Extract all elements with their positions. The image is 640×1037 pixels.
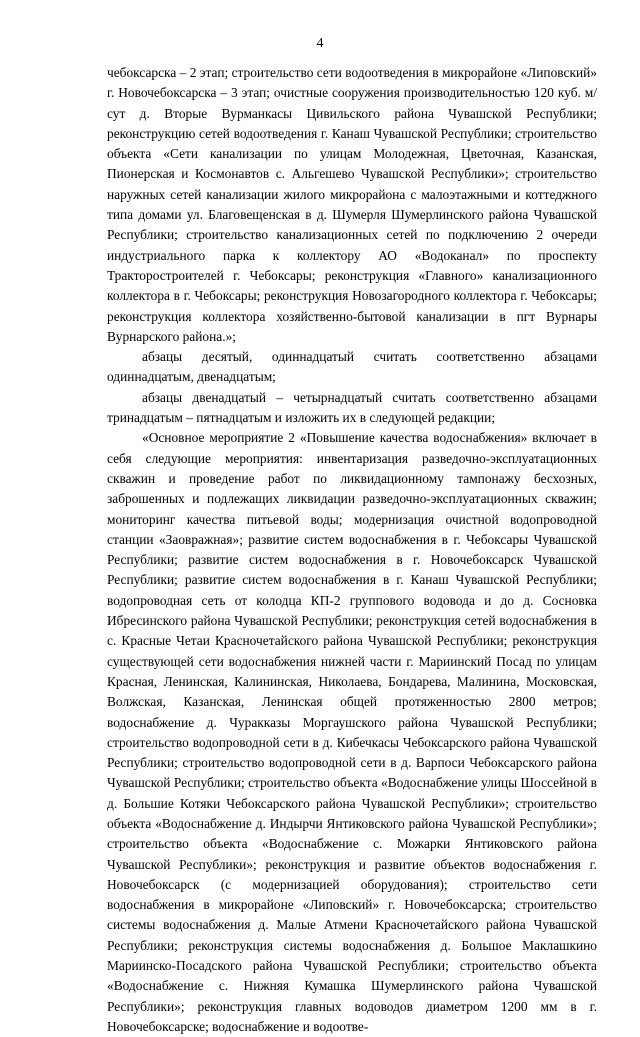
- paragraph-1: чебоксарска – 2 этап; строительство сети водоотведения в микрорайоне «Липовский» г. Новочебоксарска – 3 этап; очистные сооружения производительностью 120 куб. м/сут д. Вторые Вурманкасы Цивильского района Чувашской Республики; реконструкцию сетей водоотведения г. Канаш Чувашской Республики; строительство объекта «Сети канализации по улицам Молодежная, Цветочная, Казанская, Пионерская и Космонавтов с. Альгешево Чувашской Республики»; строительство наружных сетей канализации жилого микрорайона с малоэтажными и коттеджного типа домами ул. Благовещенская в д. Шумерля Шумерлинского района Чувашской Республики; строительство канализационных сетей по подключению 2 очереди индустриального парка к коллектору АО «Водоканал» по проспекту Тракторостроителей г. Чебоксары; реконструкция «Главного» канализационного коллектора в г. Чебоксары; реконструкция Новозагородного коллектора г. Чебоксары; реконструкция коллектора хозяйственно-бытовой канализации в пгт Вурнары Вурнарского района.»;: [107, 65, 597, 344]
- body-text: [107, 63, 597, 1037]
- paragraph-2: абзацы десятый, одиннадцатый считать соответственно абзацами одиннадцатым, двенадцатым;: [107, 349, 597, 385]
- paragraph-4: «Основное мероприятие 2 «Повышение качества водоснабжения» включает в себя следующие мероприятия: инвентаризация разведочно-эксплуатационных скважин и проведение работ по ликвидационному тампонажу бесхозных, заброшенных и подлежащих ликвидации разведочно-эксплуатационных скважин; мониторинг качества питьевой воды; модернизация очистной водопроводной станции «Заовражная»; развитие систем водоснабжения в г. Чебоксары Чувашской Республики; развитие систем водоснабжения в г. Новочебоксарск Чувашской Республики; развитие систем водоснабжения в г. Канаш Чувашской Республики; водопроводная сеть от колодца КП-2 группового водовода и до д. Сосновка Ибресинского района Чувашской Республики; реконструкция сетей водоснабжения в с. Красные Четаи Красночетайского района Чувашской Республики; реконструкция существующей сети водоснабжения нижней части г. Мариинский Посад по улицам Красная, Ленинская, Калининская, Николаева, Бондарева, Малинина, Московская, Волжская, Казанская, Ленинская общей протяженностью 2800 метров; водоснабжение д. Чуракказы Моргаушского района Чувашской Республики; строительство водопроводной сети в д. Кибечкасы Чебоксарского района Чувашской Республики; строительство водопроводной сети в д. Варпоси Чебоксарского района Чувашской Республики; строительство объекта «Водоснабжение улицы Шоссейной в д. Большие Котяки Чебоксарского района Чувашской Республики»; строительство объекта «Водоснабжение д. Индырчи Янтиковского района Чувашской Республики»; строительство объекта «Водоснабжение с. Можарки Янтиковского района Чувашской Республики»; реконструкция и развитие объектов водоснабжения г. Новочебоксарск (с модернизацией оборудования); строительство сети водоснабжения в микрорайоне «Липовский» г. Новочебоксарска; строительство системы водоснабжения д. Малые Атмени Красночетайского района Чувашской Республики; реконструкция системы водоснабжения д. Большое Маклашкино Мариинско-Посадского района Чувашской Республики; строительство объекта «Водоснабжение с. Нижняя Кумашка Шумерлинского района Чувашской Республики»; реконструкция главных водоводов диаметром 1200 мм в г. Новочебоксарске; водоснабжение и водоотве-: [107, 430, 597, 1034]
- paragraph-3: абзацы двенадцатый – четырнадцатый считать соответственно абзацами тринадцатым – пятнадцатым и изложить их в следующей редакции;: [107, 389, 597, 426]
- page-number: 4: [316, 36, 324, 51]
